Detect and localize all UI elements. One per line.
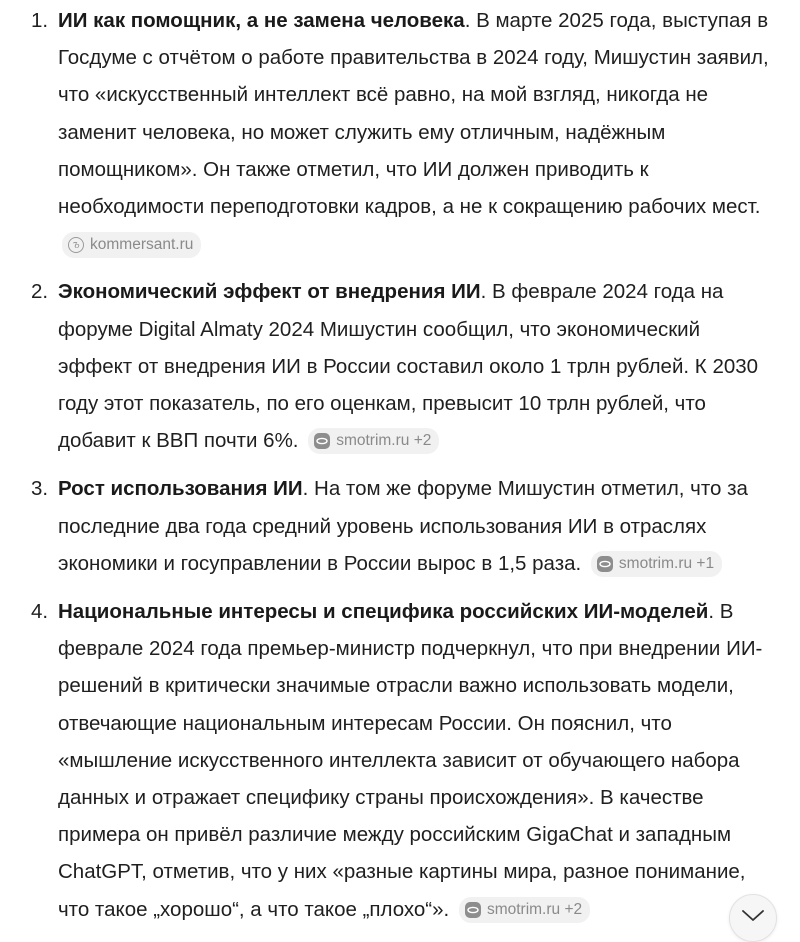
item-number: 3. [31, 477, 49, 501]
source-chip-smotrim[interactable] [308, 428, 439, 454]
list-item [0, 593, 800, 928]
list-item [0, 2, 800, 262]
source-chip-smotrim[interactable] [459, 897, 590, 923]
smotrim-logo-icon [314, 433, 330, 449]
source-chip-smotrim[interactable] [591, 551, 722, 577]
source-label: smotrim.ru +2 [336, 432, 432, 450]
smotrim-logo-icon [465, 902, 481, 918]
list-item [0, 470, 800, 582]
list-item [0, 273, 800, 459]
source-label: smotrim.ru +2 [486, 900, 583, 918]
item-number: 2. [31, 280, 49, 304]
kommersant-logo-icon: ъ [68, 237, 84, 253]
source-label: smotrim.ru +1 [618, 554, 715, 572]
item-title: Экономический эффект от внедрения ИИ [58, 280, 481, 304]
item-text: . В феврале 2024 года на форуме Digital Almaty 2024 Мишустин сообщил, что экономический эффект от внедрения ИИ в России составил около 1 трлн рублей. К 2030 году этот показатель, по его оценкам, превысит 10 трлн рублей, что добавит к ВВП почти 6%. [58, 280, 759, 453]
item-text: . В феврале 2024 года премьер-министр подчеркнул, что при внедрении ИИ-решений в критически значимые отрасли важно использовать модели, отвечающие национальным интересам России. Он пояснил, что «мышление искусственного интеллекта зависит от обучающего набора данных и отражает специфику страны происхождения». В качестве примера он привёл различие между российским GigaChat и западным ChatGPT, отметив, что у них «разные картины мира, разное понимание, что такое „хорошо“, а что такое „плохо“». [58, 600, 763, 921]
item-title: Рост использования ИИ [58, 477, 303, 501]
scroll-down-button[interactable] [729, 894, 777, 942]
item-number: 1. [31, 9, 49, 32]
item-title: ИИ как помощник, а не замена человека [58, 9, 465, 32]
source-chip-kommersant[interactable] [62, 232, 201, 258]
item-text: . В марте 2025 года, выступая в Госдуме с отчётом о работе правительства в 2024 году, Мишустин заявил, что «искусственный интеллект всё равно, на мой взгляд, никогда не заменит человека, но может служить ему отличным, надёжным помощником». Он также отметил, что ИИ должен приводить к необходимости переподготовки кадров, а не к сокращению рабочих мест. [58, 9, 769, 219]
item-text: . На том же форуме Мишустин отметил, что за последние два года средний уровень использования ИИ в отраслях экономики и госуправлении в России вырос в 1,5 раза. [58, 477, 748, 575]
smotrim-logo-icon [597, 556, 613, 572]
chevron-down-icon [742, 909, 764, 927]
item-title: Национальные интересы и специфика российских ИИ-моделей [58, 600, 709, 624]
item-number: 4. [31, 600, 49, 624]
source-label: kommersant.ru [90, 236, 194, 254]
